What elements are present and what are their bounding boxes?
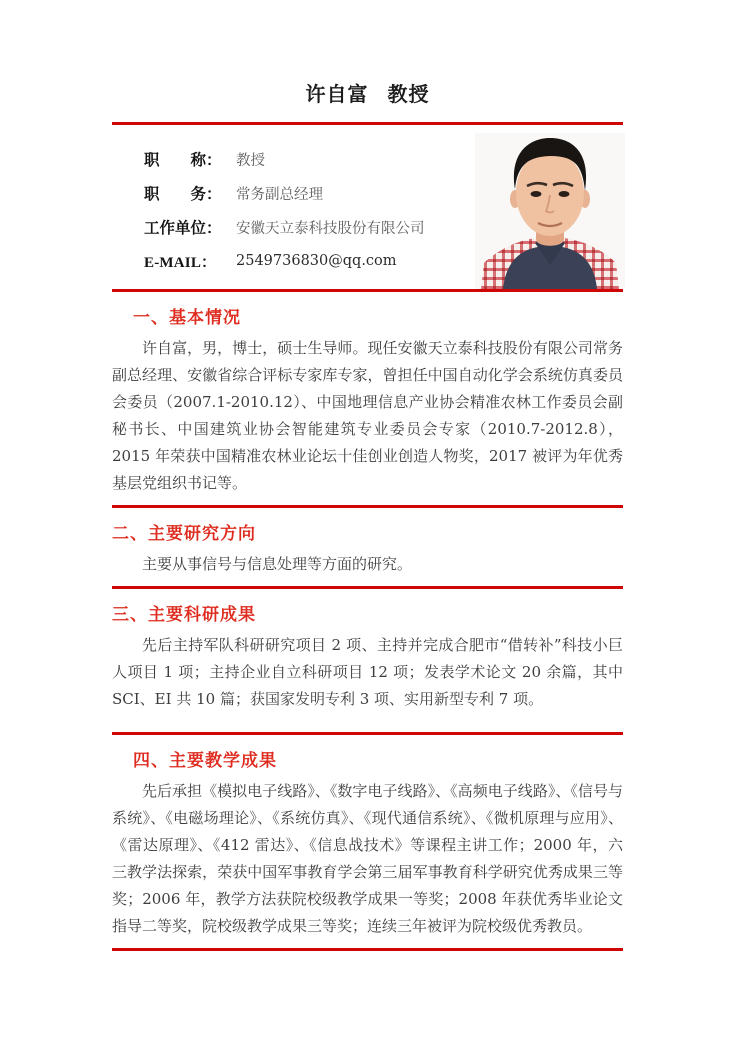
field-value-position: 常务副总经理	[236, 186, 323, 203]
field-value-email: 2549736830@qq.com	[236, 253, 397, 269]
face	[516, 150, 584, 236]
section-heading-1: 一、基本情况	[133, 308, 241, 327]
divider-rule-2	[112, 586, 623, 589]
section-body-2: 主要从事信号与信息处理等方面的研究。	[142, 555, 413, 573]
section-heading-3: 三、主要科研成果	[112, 605, 256, 624]
portrait-photo	[475, 133, 625, 289]
content-column	[112, 78, 623, 951]
person-title: 教授	[387, 82, 430, 106]
left-eye	[531, 191, 542, 197]
divider-rule-bottom	[112, 948, 623, 951]
basic-info-block	[112, 125, 623, 289]
divider-rule-3	[112, 732, 623, 735]
section-heading-2: 二、主要研究方向	[112, 524, 256, 543]
section-research-results	[112, 600, 623, 713]
divider-rule-info-bottom	[112, 289, 623, 292]
section-body-4: 先后承担《模拟电子线路》、《数字电子线路》、《高频电子线路》、《信号与系统》、《电磁场理论》、《系统仿真》、《现代通信系统》、《微机原理与应用》、《雷达原理》、《412 雷达》、《信息战技术》等课程主讲工作；2000 年，六三教学法探索，荣获中国军事教育学会第三届军事教育科学研究优秀成果三等奖；2006 年，教学方法获院校级教学成果一等奖；2008 年获优秀毕业论文指导二等奖，院校级教学成果三等奖；连续三年被评为院校级优秀教员。	[112, 782, 623, 935]
section-teaching-results	[112, 746, 623, 940]
person-name: 许自富	[305, 82, 369, 106]
field-value-title: 教授	[236, 152, 265, 169]
field-label-email: E-MAIL：	[144, 254, 217, 271]
divider-rule-1	[112, 505, 623, 508]
field-label-workunit: 工作单位：	[144, 220, 222, 237]
field-label-position: 职 务：	[144, 186, 222, 203]
section-heading-4: 四、主要教学成果	[133, 751, 277, 770]
section-basic-info	[112, 303, 623, 497]
field-value-workunit: 安徽天立泰科技股份有限公司	[236, 220, 425, 237]
section-body-1: 许自富，男，博士，硕士生导师。现任安徽天立泰科技股份有限公司常务副总经理、安徽省综合评标专家库专家，曾担任中国自动化学会系统仿真委员会委员（2007.1-2010.12）、中国地理信息产业协会精准农林工作委员会副秘书长、中国建筑业协会智能建筑专业委员会专家（2010.7-2012.8），2015 年荣获中国精准农林业论坛十佳创业创造人物奖，2017 被评为年优秀基层党组织书记等。	[112, 339, 623, 492]
right-eye	[559, 191, 570, 197]
section-research-direction	[112, 519, 623, 578]
field-label-title: 职 称：	[144, 152, 222, 169]
section-body-3: 先后主持军队科研研究项目 2 项、主持并完成合肥市“借转补”科技小巨人项目 1 项；主持企业自立科研项目 12 项；发表学术论文 20 余篇，其中 SCI、EI 共 10 篇；获国家发明专利 3 项、实用新型专利 7 项。	[112, 636, 623, 708]
page-title	[112, 78, 623, 107]
